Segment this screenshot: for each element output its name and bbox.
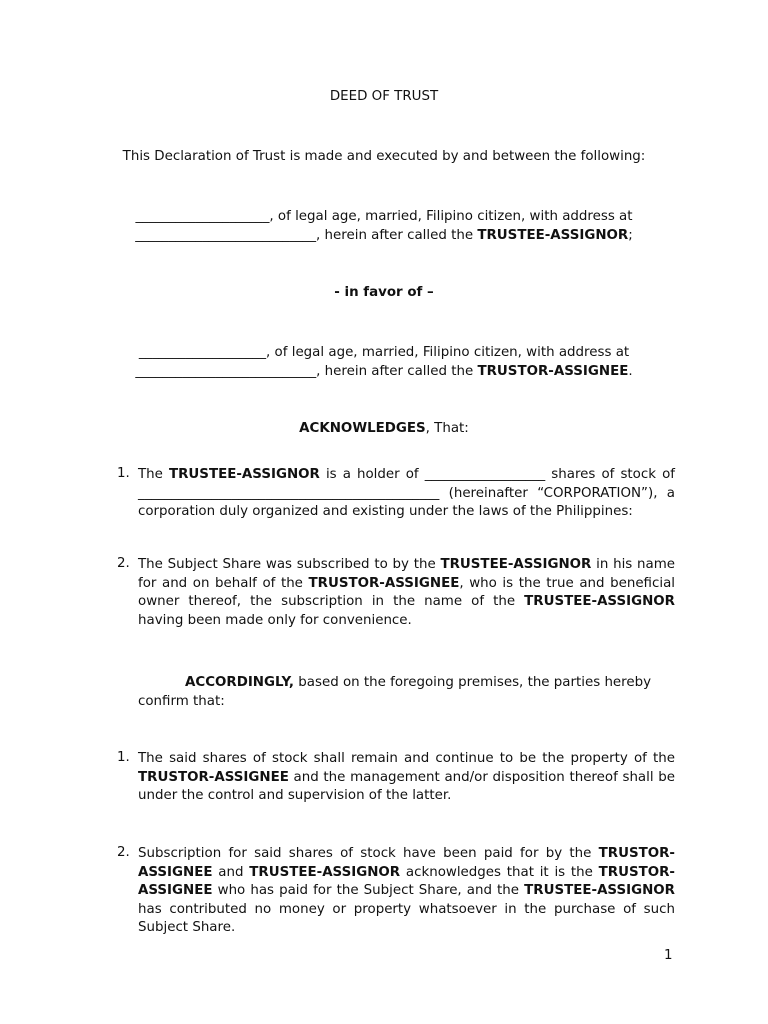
party-role-term: TRUSTEE-ASSIGNOR [440,557,592,572]
list-item-number: 2. [117,556,130,571]
party2-name-blank: ___________________ [138,345,267,360]
accordingly-bold: ACCORDINGLY, [185,675,295,690]
in-favor-of-text: - in favor of – [334,285,434,300]
party2-text2: , herein after called the [316,364,478,379]
party-role-term: TRUSTOR-ASSIGNEE [308,575,460,591]
page-number: 1 [664,948,673,963]
text-segment: has contributed no money or property whatsoever in the purchase of such Subject Share. [138,901,675,935]
party1-end: ; [628,228,633,243]
party2-role: TRUSTOR-ASSIGNEE [477,364,629,379]
party-role-term: TRUSTOR-ASSIGNEE [138,864,675,898]
document-title: DEED OF TRUST [329,89,439,104]
acknowledges-bold: ACKNOWLEDGES [299,421,426,436]
list-item-text [138,750,675,806]
accordingly-rest: based on the foregoing premises, the parties hereby confirm that: [138,675,652,709]
text-segment: who has paid for the Subject Share, and the [212,883,525,898]
list-item-number: 1. [117,750,130,765]
accordingly-paragraph [138,674,675,711]
list-item-text [138,556,675,630]
party2-address-blank: ___________________________ [135,364,317,379]
party-role-term: TRUSTOR-ASSIGNEE [138,769,289,785]
party1-text1: , of legal age, married, Filipino citizen, with address at [269,209,633,224]
text-segment: is a holder of __________________ shares of stock of _____________________________________________ (hereinafter “CORPORATION”), a corporation duly organized and existing under the laws of the Philippines: [138,467,675,519]
party-role-term: TRUSTEE-ASSIGNOR [249,864,401,880]
party1-line2 [0,226,768,245]
party1-name-blank: ____________________ [135,209,270,224]
party-role-term: TRUSTOR-ASSIGNEE [138,846,675,880]
text-segment: in his name for and on behalf of the [138,557,676,591]
list-item-number: 1. [117,466,130,481]
text-segment: and the management and/or disposition thereof shall be under the control and supervision of the latter. [138,769,675,803]
party-role-term: TRUSTEE-ASSIGNOR [168,467,320,482]
text-segment: acknowledges that it is the [400,864,599,880]
text-segment: The said shares of stock shall remain and continue to be the property of the [138,751,675,766]
list-item-number: 2. [117,845,130,860]
list-item-text [138,845,675,938]
party1-line1 [0,207,768,226]
party1-role: TRUSTEE-ASSIGNOR [477,228,629,243]
text-segment: Subscription for said shares of stock have been paid for by the [138,846,599,861]
intro-paragraph: This Declaration of Trust is made and executed by and between the following: [122,149,646,164]
text-segment: The Subject Share was subscribed to by the [138,557,441,572]
party2-text1: , of legal age, married, Filipino citizen, with address at [266,345,630,360]
party2-end: . [628,364,633,379]
acknowledges-heading [0,421,768,436]
in-favor-of [0,285,768,300]
text-segment: , who is the true and beneficial owner thereof, the subscription in the name of the [138,575,675,609]
text-segment: and [212,864,250,880]
list-item-text [138,466,675,522]
party-role-term: TRUSTEE-ASSIGNOR [524,594,675,609]
acknowledges-rest: , That: [425,421,469,436]
party1-address-blank: ___________________________ [135,228,317,243]
party2-line1 [0,343,768,362]
text-segment: The [138,467,169,482]
party1-text2: , herein after called the [316,228,478,243]
party2-line2 [0,362,768,381]
party-role-term: TRUSTEE-ASSIGNOR [524,883,675,898]
text-segment: having been made only for convenience. [138,612,412,628]
